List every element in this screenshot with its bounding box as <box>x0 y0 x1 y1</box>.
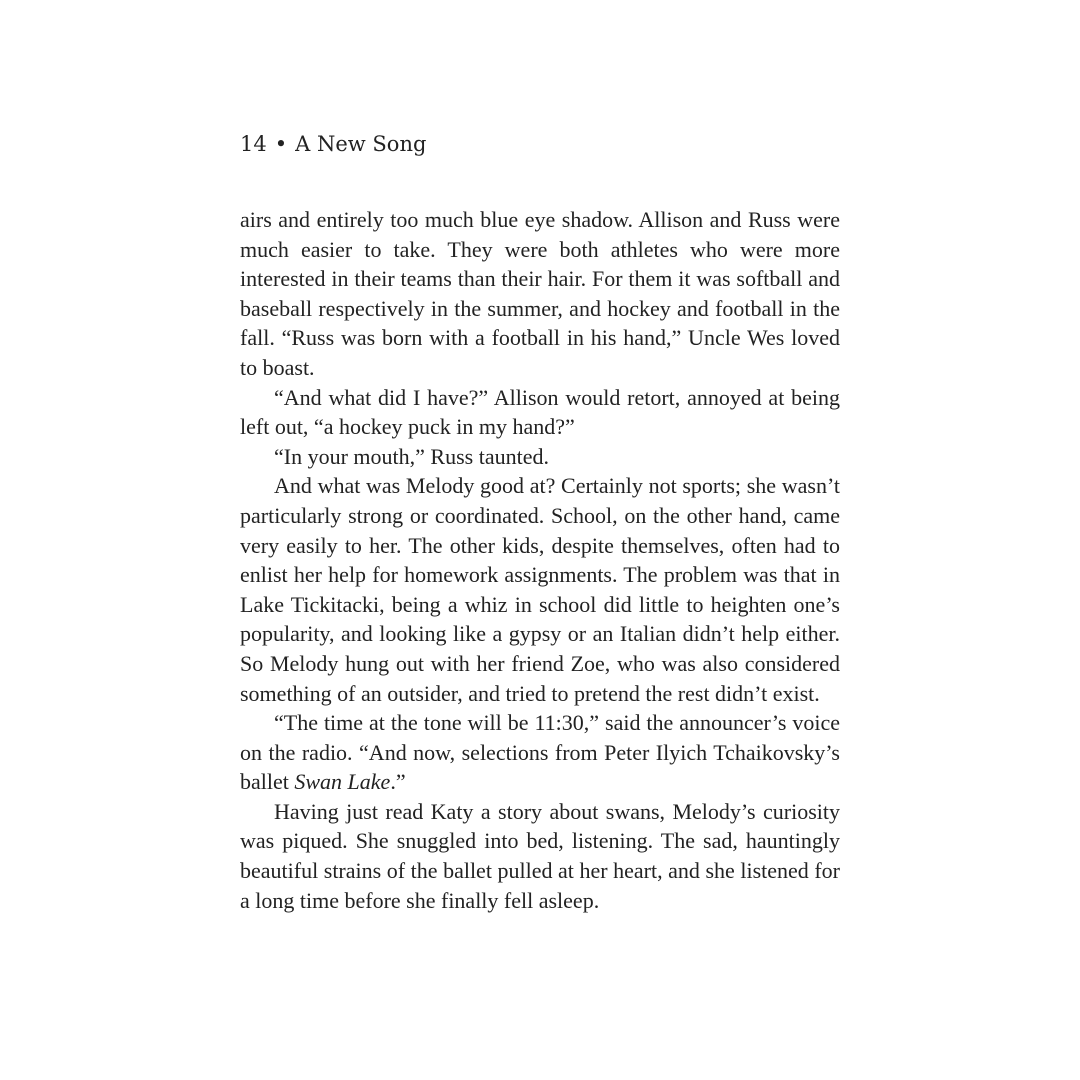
paragraph-3: “In your mouth,” Russ taunted. <box>274 443 549 469</box>
paragraph-5-text-after: .” <box>390 769 406 795</box>
paragraph-2: “And what did I have?” Allison would retort, annoyed at being left out, “a hockey puck in my hand?” <box>240 384 840 440</box>
running-head <box>240 128 426 160</box>
paragraph-5-text-before: “The time at the tone will be 11:30,” said the announcer’s voice on the radio. “And now, selections from Peter Ilyich Tchaikovsky’s ballet <box>240 710 840 795</box>
ballet-title: Swan Lake <box>294 769 391 795</box>
book-title: A New Song <box>295 132 427 156</box>
paragraph-1: airs and entirely too much blue eye shadow. Allison and Russ were much easier to take. They were both athletes who were more interested in their teams than their hair. For them it was softball and baseball respectively in the summer, and hockey and football in the fall. “Russ was born with a football in his hand,” Uncle Wes loved to boast. <box>240 207 840 380</box>
header-separator: • <box>274 132 288 156</box>
paragraph-4: And what was Melody good at? Certainly not sports; she wasn’t particularly strong or coordinated. School, on the other hand, came very easily to her. The other kids, despite themselves, often had to enlist her help for homework assignments. The problem was that in Lake Tickitacki, being a whiz in school did little to heighten one’s popularity, and looking like a gypsy or an Italian didn’t help either. So Melody hung out with her friend Zoe, who was also considered something of an outsider, and tried to pretend the rest didn’t exist. <box>240 473 840 706</box>
body-text <box>240 205 840 915</box>
paragraph-6: Having just read Katy a story about swans, Melody’s curiosity was piqued. She snuggled into bed, listening. The sad, hauntingly beautiful strains of the ballet pulled at her heart, and she listened for a long time before she finally fell asleep. <box>240 798 840 913</box>
paragraph-5 <box>240 708 840 797</box>
page-number: 14 <box>240 132 267 156</box>
